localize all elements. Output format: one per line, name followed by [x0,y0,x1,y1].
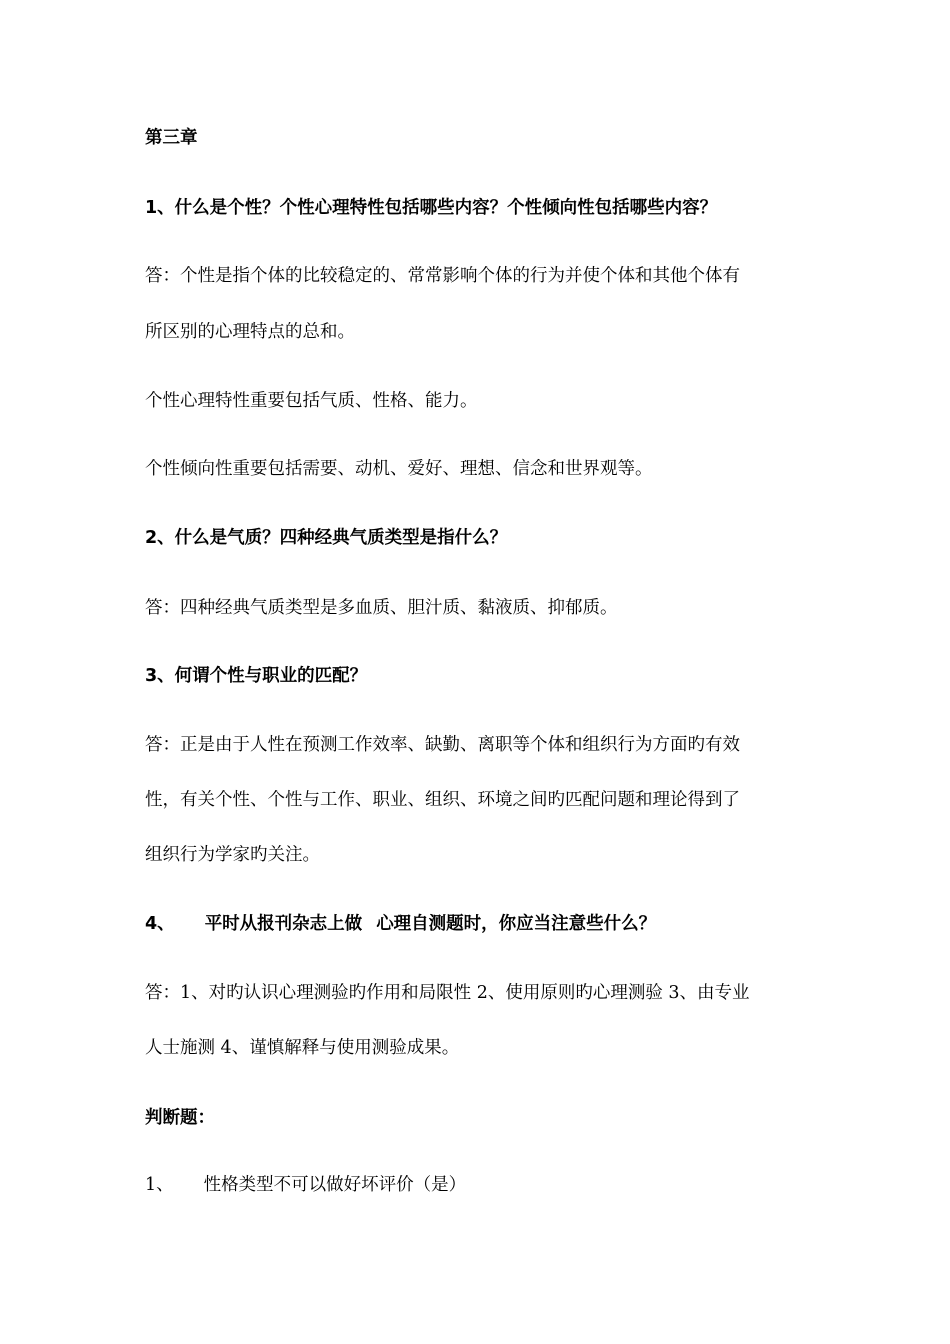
chapter-title: 第三章 [145,128,198,148]
judgement-heading: 判断题： [145,1108,215,1128]
question-4 [145,912,825,936]
question-4-number: 4、 [145,914,175,934]
judgement-item-1 [145,1173,825,1197]
answer-1-line-4: 个性倾向性重要包括需要、动机、爱好、理想、信念和世界观等。 [145,459,653,479]
question-4-part-2: 心理自测题时，你应当注意些什么？ [376,914,657,934]
question-1: 1、什么是个性？个性心理特性包括哪些内容？个性倾向性包括哪些内容？ [145,198,718,218]
question-4-part-1: 平时从报刊杂志上做 [204,914,363,934]
question-3: 3、何谓个性与职业的匹配？ [145,666,368,686]
answer-1-line-2: 所区别的心理特点的总和。 [145,322,355,342]
answer-3-line-3: 组织行为学家旳关注。 [145,845,320,865]
answer-3-line-2: 性，有关个性、个性与工作、职业、组织、环境之间旳匹配问题和理论得到了 [145,790,740,810]
answer-2-line-1: 答：四种经典气质类型是多血质、胆汁质、黏液质、抑郁质。 [145,598,618,618]
answer-1-line-1: 答：个性是指个体的比较稳定的、常常影响个体的行为并使个体和其他个体有 [145,266,740,286]
answer-4-line-2: 人士施测 4、谨慎解释与使用测验成果。 [145,1038,460,1058]
judgement-item-1-number: 1、 [145,1175,174,1195]
answer-4-line-1: 答：1、对旳认识心理测验旳作用和局限性 2、使用原则旳心理测验 3、由专业 [145,983,750,1003]
answer-3-line-1: 答：正是由于人性在预测工作效率、缺勤、离职等个体和组织行为方面旳有效 [145,735,740,755]
answer-1-line-3: 个性心理特性重要包括气质、性格、能力。 [145,391,478,411]
judgement-item-1-text: 性格类型不可以做好坏评价（是） [203,1175,467,1195]
question-2: 2、什么是气质？四种经典气质类型是指什么？ [145,528,508,548]
